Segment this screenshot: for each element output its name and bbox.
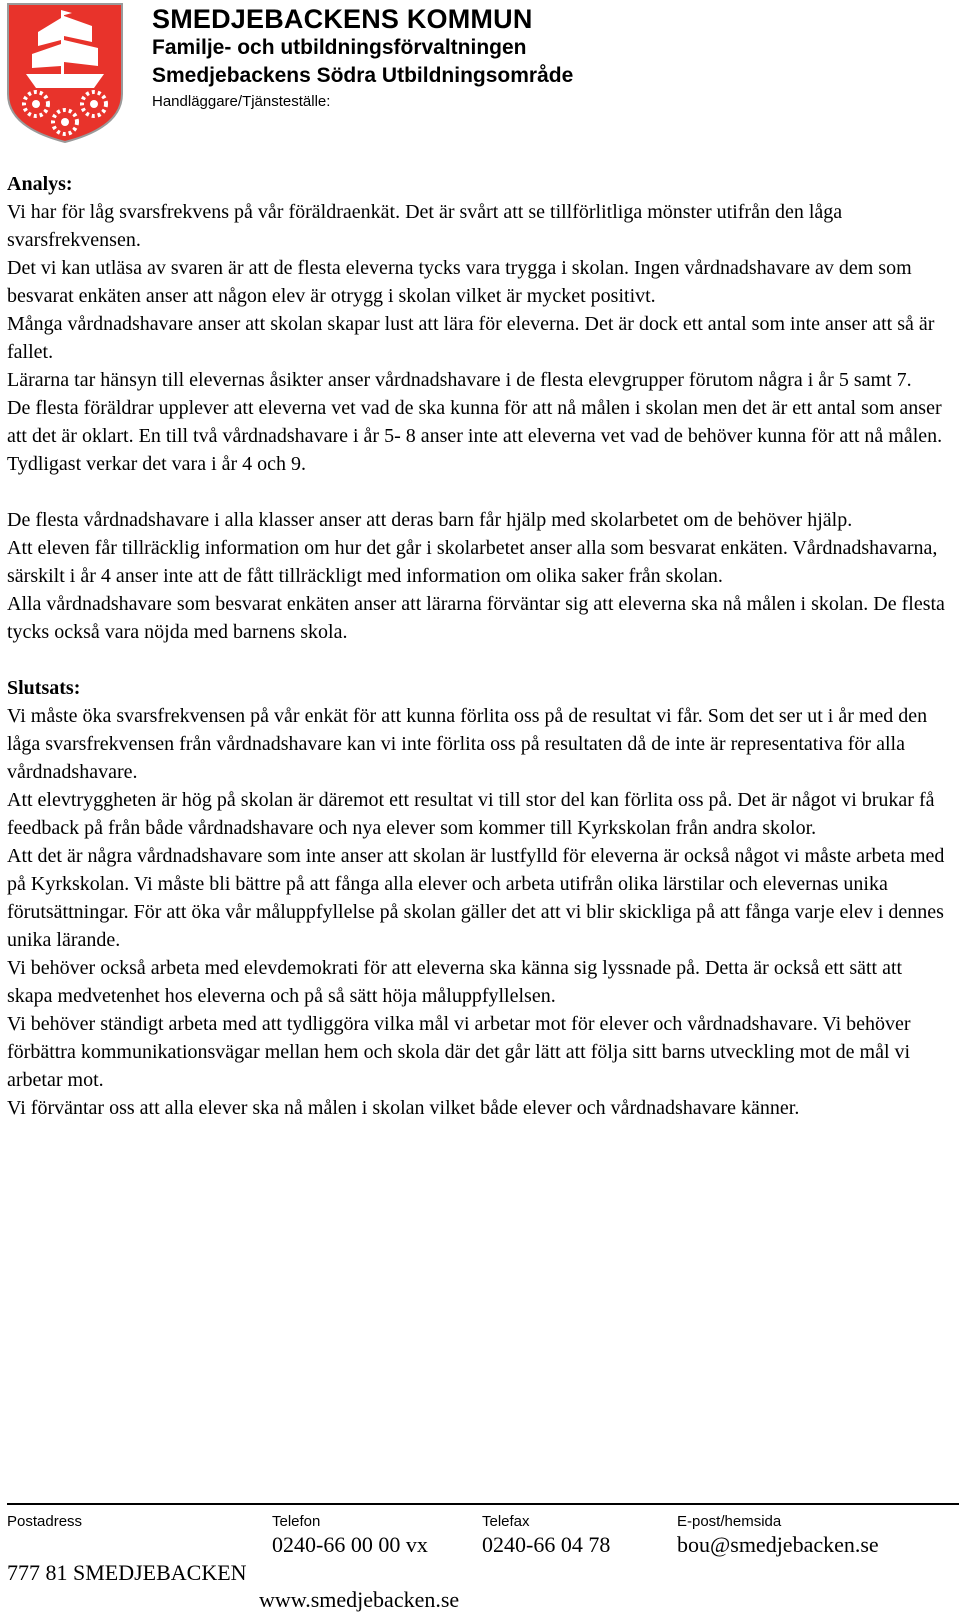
analysis-paragraph: Det vi kan utläsa av svaren är att de flesta eleverna tycks vara trygga i skolan. Ingen vårdnadshavare av dem som besvarat enkäten anser att någon elev är otrygg i skolan vilket är mycket positivt. <box>7 257 912 307</box>
analysis-paragraph: Många vårdnadshavare anser att skolan skapar lust att lära för eleverna. Det är dock ett antal som inte anser att så är fallet. <box>7 313 935 363</box>
footer-divider <box>7 1503 959 1505</box>
paragraph-gap <box>7 478 952 506</box>
conclusion-paragraph: Vi behöver också arbeta med elevdemokrati för att eleverna ska känna sig lyssnade på. Detta är också ett sätt att skapa medvetenhet hos eleverna och på så sätt höja måluppfyllelsen. <box>7 957 903 1007</box>
analysis-paragraph: Alla vårdnadshavare som besvarat enkäten anser att lärarna förväntar sig att eleverna ska nå målen i skolan. De flesta tycks också vara nöjda med barnens skola. <box>7 593 945 643</box>
conclusion-paragraph: Vi behöver ständigt arbeta med att tydliggöra vilka mål vi arbetar mot för elever och vårdnadshavare. Vi behöver förbättra kommunikationsvägar mellan hem och skola där det går lätt att följa sitt barns utveckling mot de mål vi arbetar mot. <box>7 1013 911 1091</box>
email-label: E-post/hemsida <box>677 1513 782 1530</box>
fax-label: Telefax <box>482 1513 530 1530</box>
analysis-paragraph: Vi har för låg svarsfrekvens på vår föräldraenkät. Det är svårt att se tillförlitliga mönster utifrån den låga svarsfrekvensen. <box>7 201 843 251</box>
postal-value: 777 81 SMEDJEBACKEN <box>7 1560 247 1585</box>
postal-label: Postadress <box>7 1513 83 1530</box>
conclusion-paragraph: Att elevtryggheten är hög på skolan är däremot ett resultat vi till stor del kan förlita oss på. Det är något vi brukar få feedback på från både vårdnadshavare och nya elever som kommer till Kyrkskolan från andra skolor. <box>7 789 935 839</box>
handler-label: Handläggare/Tjänsteställe: <box>152 93 331 110</box>
analysis-heading: Analys: <box>7 173 73 195</box>
email-value[interactable]: bou@smedjebacken.se <box>677 1532 879 1557</box>
paragraph-gap <box>7 646 952 674</box>
document-body <box>7 170 952 1122</box>
phone-value: 0240-66 00 00 vx <box>272 1532 428 1557</box>
area-name: Smedjebackens Södra Utbildningsområde <box>152 64 574 87</box>
analysis-paragraph: Att eleven får tillräcklig information om hur det går i skolarbetet anser alla som besvarat enkäten. Vårdnadshavarna, särskilt i år 4 anser inte att de fått tillräckligt med information om olika saker från skolan. <box>7 537 938 587</box>
website-link[interactable]: www.smedjebacken.se <box>259 1587 460 1612</box>
department-name: Familje- och utbildningsförvaltningen <box>152 36 527 59</box>
coat-of-arms-logo <box>6 2 124 144</box>
analysis-paragraph: De flesta föräldrar upplever att eleverna vet vad de ska kunna för att nå målen i skolan men det är ett antal som anser att det är oklart. En till två vårdnadshavare i år 5- 8 anser inte att eleverna vet vad de behöver kunna för att nå målen. Tydligast verkar det vara i år 4 och 9. <box>7 397 943 475</box>
conclusion-paragraph: Vi måste öka svarsfrekvensen på vår enkät för att kunna förlita oss på de resultat vi får. Som det ser ut i år med den låga svarsfrekvensen från vårdnadshavare kan vi inte förlita oss på resultaten då de inte är representativa för alla vårdnadshavare. <box>7 705 928 783</box>
fax-value: 0240-66 04 78 <box>482 1532 611 1557</box>
analysis-paragraph: De flesta vårdnadshavare i alla klasser anser att deras barn får hjälp med skolarbetet om de behöver hjälp. <box>7 509 853 531</box>
organization-name: SMEDJEBACKENS KOMMUN <box>152 4 533 34</box>
conclusion-paragraph: Vi förväntar oss att alla elever ska nå målen i skolan vilket både elever och vårdnadshavare känner. <box>7 1097 800 1119</box>
analysis-paragraph: Lärarna tar hänsyn till elevernas åsikter anser vårdnadshavare i de flesta elevgrupper förutom några i år 5 samt 7. <box>7 369 912 391</box>
letterhead <box>152 4 573 112</box>
phone-label: Telefon <box>272 1513 321 1530</box>
conclusion-heading: Slutsats: <box>7 677 81 699</box>
conclusion-paragraph: Att det är några vårdnadshavare som inte anser att skolan är lustfylld för eleverna är också något vi måste arbeta med på Kyrkskolan. Vi måste bli bättre på att fånga alla elever och arbeta utifrån olika lärstilar och elevernas unika förutsättningar. För att öka vår måluppfyllelse på skolan gäller det att vi blir skickliga på att fånga varje elev i dennes unika lärande. <box>7 845 945 951</box>
